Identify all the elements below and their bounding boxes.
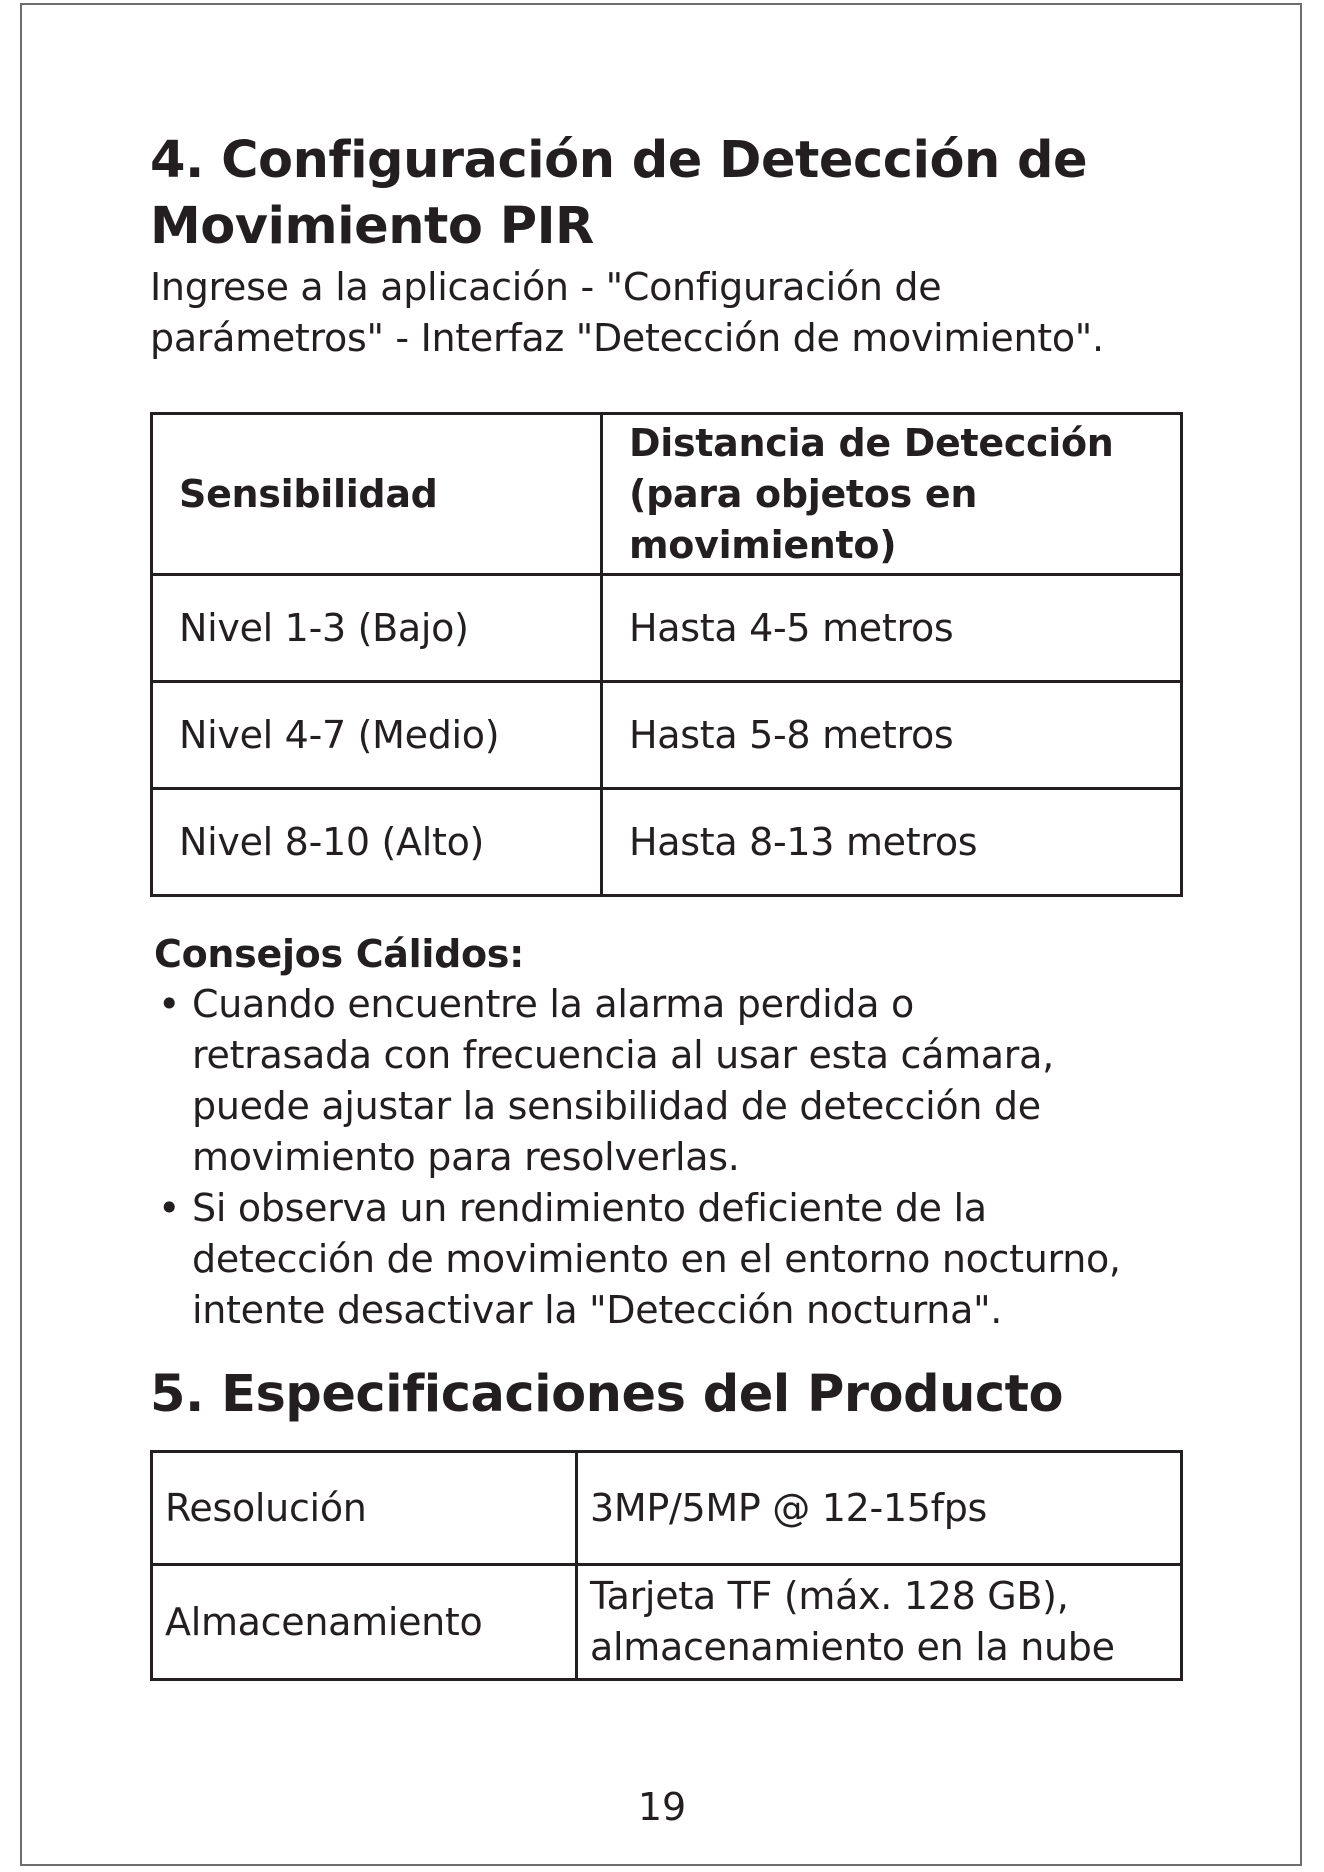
tip-1-line-4: movimiento para resolverlas. [192, 1135, 740, 1179]
list-item [150, 1183, 1180, 1336]
tip-2-line-2: detección de movimiento en el entorno nocturno, [192, 1237, 1121, 1281]
tips-title: Consejos Cálidos: [154, 932, 525, 976]
section-4-title-line-2: Movimiento PIR [150, 197, 594, 256]
spec-label-cell: Resolución [152, 1452, 577, 1565]
tip-1-line-1: Cuando encuentre la alarma perdida o [192, 982, 914, 1026]
table-row [152, 682, 1182, 789]
distance-cell: Hasta 8-13 metros [602, 789, 1182, 896]
spec-value-line: 3MP/5MP @ 12-15fps [590, 1485, 988, 1530]
spec-value-cell [577, 1565, 1182, 1680]
header-distance-line-2: (para objetos en [629, 471, 978, 516]
tip-2-line-1: Si observa un rendimiento deficiente de la [192, 1186, 987, 1230]
section-4-title [150, 128, 1180, 260]
spec-value-line: almacenamiento en la nube [590, 1625, 1115, 1669]
intro-line-1: Ingrese a la aplicación - "Configuración de [150, 265, 942, 309]
table-row [152, 789, 1182, 896]
section-4-intro [150, 262, 1180, 364]
header-detection-distance [602, 414, 1182, 575]
header-sensitivity [152, 414, 602, 575]
bullet-icon: • [158, 1186, 181, 1230]
distance-cell: Hasta 4-5 metros [602, 575, 1182, 682]
section-5-title: 5. Especificaciones del Producto [150, 1365, 1064, 1424]
intro-line-2: parámetros" - Interfaz "Detección de movimiento". [150, 316, 1104, 360]
spec-value-cell [577, 1452, 1182, 1565]
tip-2-line-3: intente desactivar la "Detección nocturna". [192, 1288, 1003, 1332]
tip-1-line-2: retrasada con frecuencia al usar esta cámara, [192, 1033, 1054, 1077]
product-specs-table [150, 1450, 1183, 1681]
level-cell: Nivel 8-10 (Alto) [152, 789, 602, 896]
table-row [152, 575, 1182, 682]
spec-label-cell: Almacenamiento [152, 1565, 577, 1680]
tip-1-line-3: puede ajustar la sensibilidad de detección de [192, 1084, 1041, 1128]
spec-value-line: Tarjeta TF (máx. 128 GB), [590, 1574, 1069, 1618]
tips-list [150, 979, 1180, 1336]
table-row [152, 1452, 1182, 1565]
table-header-row [152, 414, 1182, 575]
header-sensitivity-label: Sensibilidad [179, 471, 438, 516]
page-number: 19 [637, 1785, 687, 1829]
header-distance-line-1: Distancia de Detección [629, 420, 1114, 465]
list-item [150, 979, 1180, 1183]
level-cell: Nivel 1-3 (Bajo) [152, 575, 602, 682]
header-distance-line-3: movimiento) [629, 522, 897, 567]
distance-cell: Hasta 5-8 metros [602, 682, 1182, 789]
pir-sensitivity-table [150, 412, 1183, 897]
page-content [150, 128, 1180, 1681]
table-row [152, 1565, 1182, 1680]
bullet-icon: • [158, 982, 181, 1026]
section-4-title-line-1: 4. Configuración de Detección de [150, 131, 1088, 190]
level-cell: Nivel 4-7 (Medio) [152, 682, 602, 789]
